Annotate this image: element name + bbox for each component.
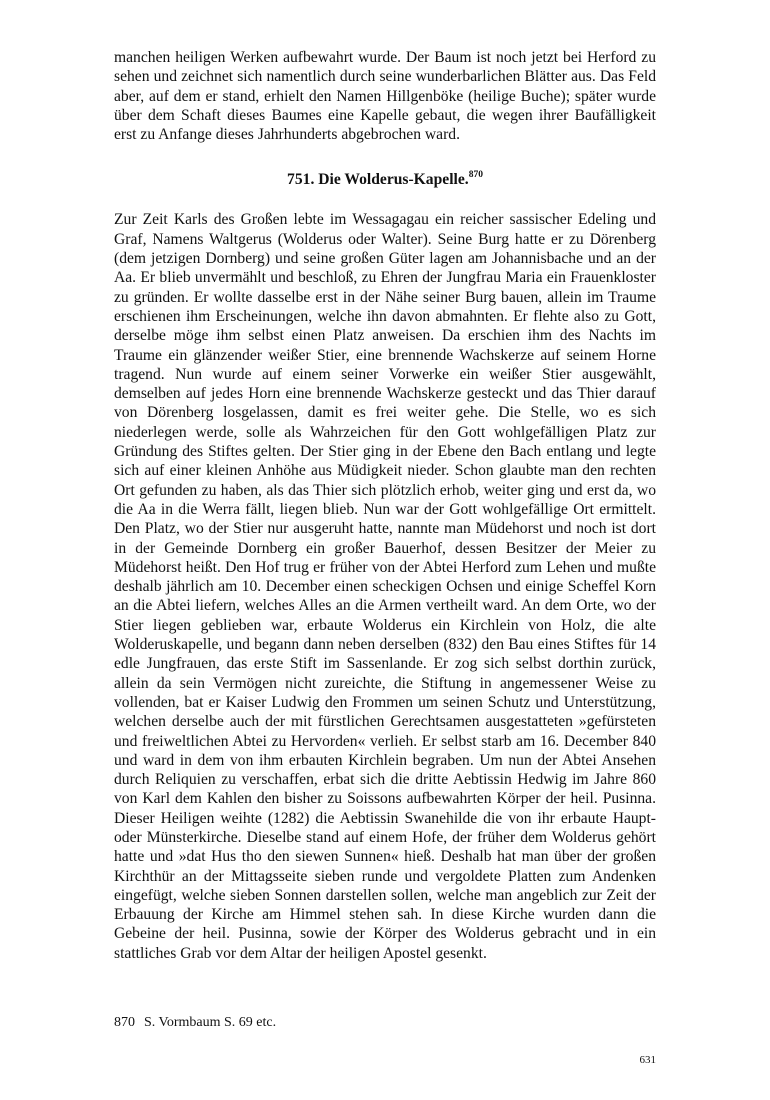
page-number: 631	[639, 1054, 656, 1066]
footnote-text: S. Vormbaum S. 69 etc.	[144, 1015, 277, 1030]
intro-paragraph: manchen heiligen Werken aufbewahrt wurde. Der Baum ist noch jetzt bei Herford zu sehen und zeichnet sich namentlich durch seine wunderbarlichen Blätter aus. Das Feld aber, auf dem er stand, erhielt den Namen Hillgenböke (heilige Buche); später wurde über dem Schaft dieses Baumes eine Kapelle gebaut, die wegen ihrer Baufälligkeit erst zu Anfange dieses Jahrhunderts abgebrochen ward.	[114, 49, 656, 144]
section-title: 751. Die Wolderus-Kapelle.	[287, 171, 469, 189]
footnote-reference: 870	[468, 170, 483, 181]
section-body: Zur Zeit Karls des Großen lebte im Wessagagau ein reicher sassischer Edeling und Graf, Namens Waltgerus (Wolderus oder Walter). Seine Burg hatte er zu Dörenberg (dem jetzigen Dornberg) und seine großen Güter lagen am Johannisbache und an der Aa. Er blieb unvermählt und beschloß, zu Ehren der Jungfrau Maria ein Frauenkloster zu gründen. Er wollte dasselbe erst in der Nähe seiner Burg bauen, allein im Traume erschienen ihm Erscheinungen, welche ihn davon abmahnten. Er flehte also zu Gott, derselbe möge ihm selbst einen Platz anweisen. Da erschien ihm des Nachts im Traume ein glänzender weißer Stier, eine brennende Wachskerze auf seinem Horne tragend. Nun wurde auf einem seiner Vorwerke ein weißer Stier ausgewählt, demselben auf jedes Horn eine brennende Wachskerze gesteckt und das Thier darauf von Dörenberg losgelassen, damit es frei weiter gehe. Die Stelle, wo es sich niederlegen werde, solle als Wahrzeichen für den Gott wohlgefälligen Platz zur Gründung des Stiftes gelten. Der Stier ging in der Ebene den Bach entlang und legte sich auf einer kleinen Anhöhe aus Müdigkeit nieder. Schon glaubte man den rechten Ort gefunden zu haben, als das Thier sich plötzlich erhob, weiter ging und erst da, wo die Aa in die Werra fällt, liegen blieb. Nun war der Gott wohlgefällige Ort ermittelt. Den Platz, wo der Stier nur ausgeruht hatte, nannte man Müdehorst und noch ist dort in der Gemeinde Dornberg ein großer Bauerhof, dessen Besitzer der Meier zu Müdehorst heißt. Den Hof trug er früher von der Abtei Herford zum Lehen und mußte deshalb jährlich am 10. December einen scheckigen Ochsen und einige Scheffel Korn an die Abtei liefern, welches Alles an die Armen vertheilt ward. An dem Orte, wo der Stier liegen geblieben war, erbaute Wolderus ein Kirchlein von Holz, die alte Wolderuskapelle, und begann dann neben derselben (832) den Bau eines Stiftes für 14 edle Jungfrauen, das erste Stift im Sassenlande. Er zog sich selbst dorthin zurück, allein da sein Vermögen nicht zureichte, die Stiftung in angemessener Weise zu vollenden, bat er Kaiser Ludwig den Frommen um seinen Schutz und Unterstützung, welchen derselbe auch der mit fürstlichen Gerechtsamen ausgestatteten »gefürsteten und freiweltlichen Abtei zu Hervorden« verlieh. Er selbst starb am 16. December 840 und ward in dem von ihm erbauten Kirchlein begraben. Um nun der Abtei Ansehen durch Reliquien zu verschaffen, erbat sich die dritte Aebtissin Hedwig im Jahre 860 von Karl dem Kahlen den bisher zu Soissons aufbewahrten Körper der heil. Pusinna. Dieser Heiligen weihte (1282) die Aebtissin Swanehilde die von ihr erbaute Haupt- oder Münsterkirche. Dieselbe stand auf einem Hofe, der früher dem Wolderus gehört hatte und »dat Hus tho den siewen Sunnen« hieß. Deshalb hat man über der großen Kirchthür an der Mittagsseite sieben runde und vergoldete Platten zum Andenken eingefügt, welche sieben Sonnen darstellen sollen, welche man angeblich zur Zeit der Erbauung der Kirche am Himmel stehen sah. In diese Kirche wurden dann die Gebeine der heil. Pusinna, sowie der Körper des Wolderus gebracht und in ein stattliches Grab vor dem Altar der heiligen Apostel gesenkt.	[114, 211, 656, 962]
footnote-number: 870	[114, 1015, 135, 1030]
footnote	[114, 1014, 276, 1032]
page-content	[114, 48, 656, 963]
section-heading	[114, 170, 656, 190]
